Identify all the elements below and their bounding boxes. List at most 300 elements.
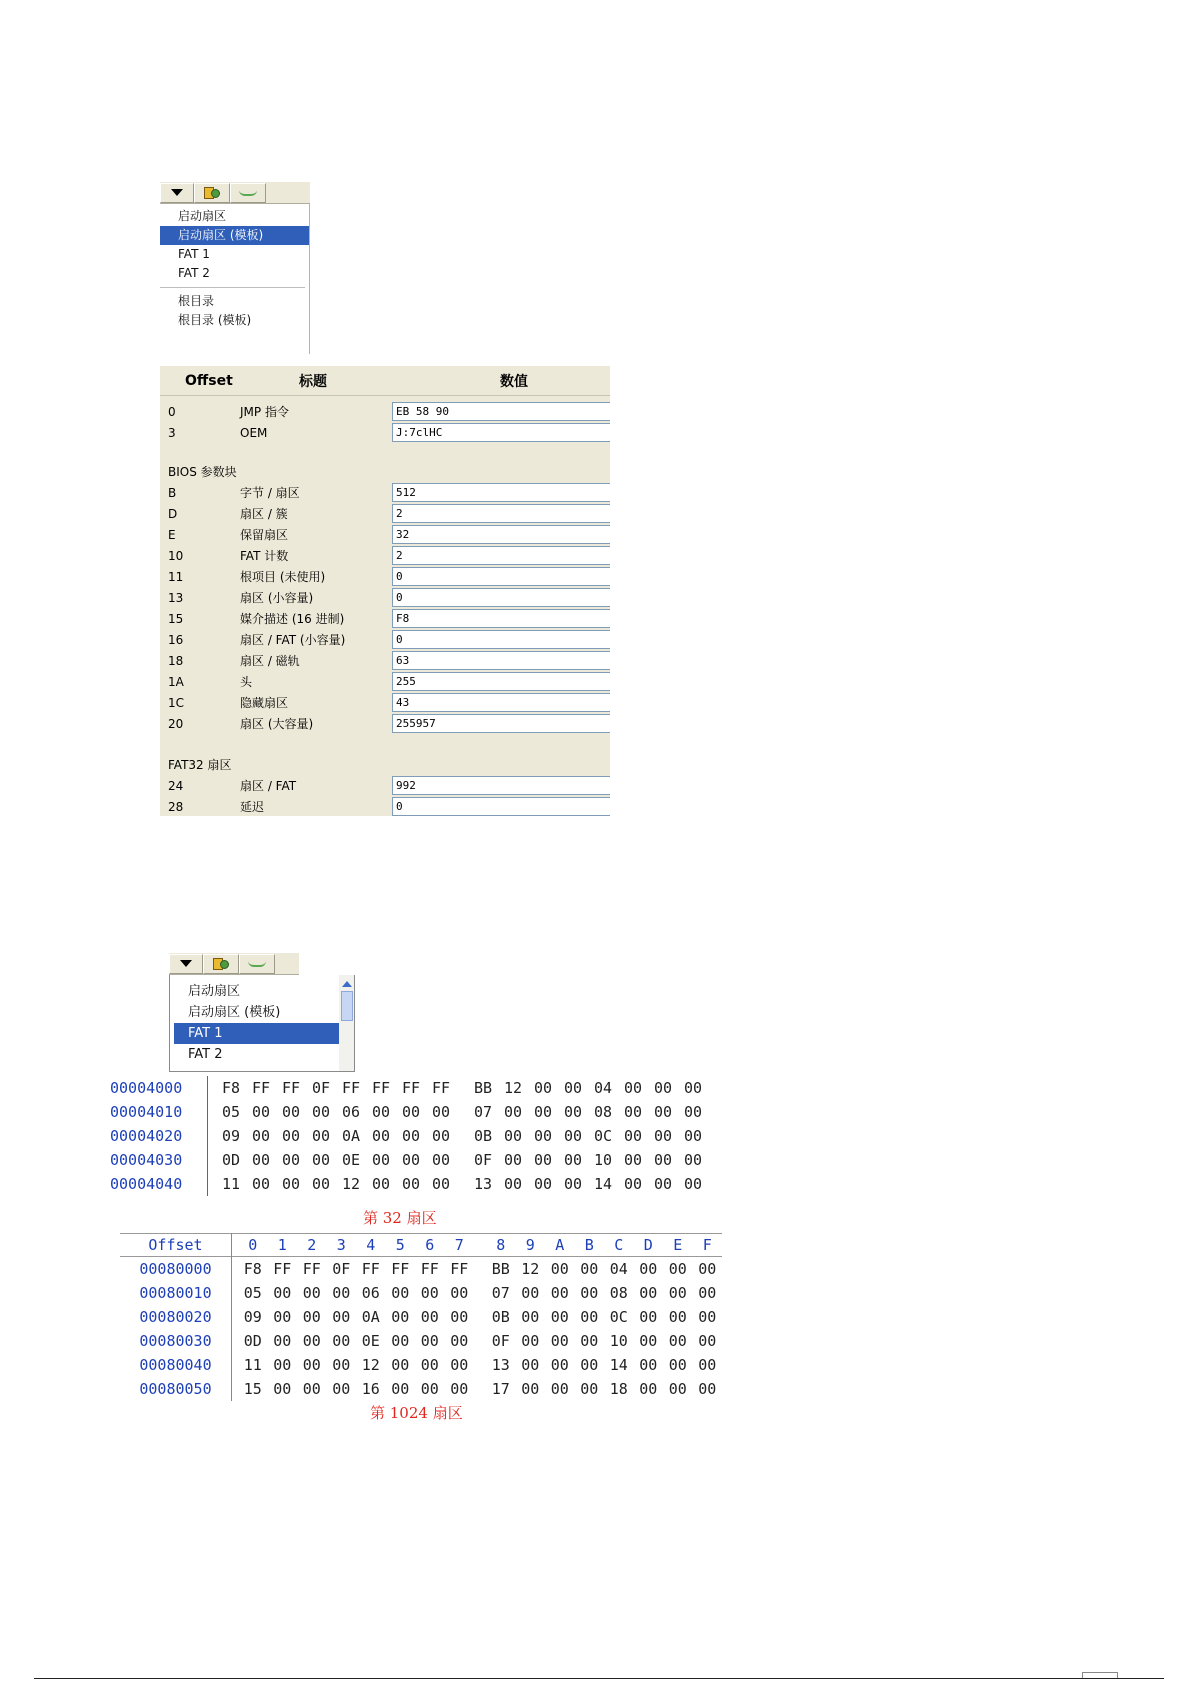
header-title: 标题 — [299, 373, 327, 390]
hex-byte[interactable]: 00 — [580, 1308, 599, 1326]
row-value-field[interactable]: 0 — [392, 567, 610, 586]
hex-byte[interactable]: 00 — [623, 1127, 643, 1145]
bookmark-button[interactable] — [194, 183, 230, 203]
row-title: 头 — [240, 675, 253, 689]
hex-byte[interactable]: 00 — [623, 1151, 643, 1169]
hex-byte[interactable]: 11 — [221, 1175, 241, 1193]
row-value-field[interactable]: 255 — [392, 672, 610, 691]
hex-byte[interactable]: FF — [251, 1079, 271, 1097]
hex-byte[interactable]: 00 — [639, 1356, 658, 1374]
go-icon — [239, 190, 257, 196]
hex-byte[interactable]: 00 — [450, 1332, 469, 1350]
hex-byte[interactable]: 00 — [420, 1308, 439, 1326]
hex-byte[interactable]: 00 — [503, 1127, 523, 1145]
hex-byte[interactable]: FF — [450, 1260, 469, 1278]
hex-byte[interactable]: 00 — [521, 1284, 540, 1302]
hex-byte[interactable]: 0E — [341, 1151, 361, 1169]
scroll-up-arrow-icon[interactable] — [342, 981, 352, 987]
hex-byte[interactable]: 00 — [431, 1175, 451, 1193]
hex-byte[interactable]: 18 — [609, 1380, 628, 1398]
rows-bios — [160, 482, 610, 734]
hex-byte[interactable]: 00 — [391, 1284, 410, 1302]
menu-item-fat2[interactable]: FAT 2 — [188, 1047, 223, 1062]
dropdown-arrow-icon — [171, 189, 183, 196]
hex-byte[interactable]: 14 — [609, 1356, 628, 1374]
hex-byte[interactable]: 00 — [533, 1127, 553, 1145]
template-row — [160, 503, 610, 524]
view-dropdown-menu-2 — [169, 953, 359, 1072]
hex-byte[interactable]: 00 — [563, 1127, 583, 1145]
caption-sector-32: 第 32 扇区 — [363, 1209, 437, 1227]
hex-byte[interactable]: FF — [281, 1079, 301, 1097]
hex-byte[interactable]: 00 — [281, 1175, 301, 1193]
template-row — [160, 401, 610, 422]
row-title: 扇区 (小容量) — [240, 591, 314, 605]
hex-byte[interactable]: 00 — [623, 1175, 643, 1193]
dropdown-arrow-button[interactable] — [169, 954, 203, 974]
hex-byte[interactable]: 00 — [668, 1284, 687, 1302]
hex-row — [110, 1172, 708, 1196]
hex-byte[interactable]: 00 — [251, 1103, 271, 1121]
row-offset: 18 — [168, 653, 184, 668]
row-value-field[interactable]: 0 — [392, 797, 610, 816]
hex-byte[interactable]: 00 — [533, 1175, 553, 1193]
row-value-field[interactable]: 43 — [392, 693, 610, 712]
template-row — [160, 775, 610, 796]
hex-byte[interactable]: 00 — [533, 1103, 553, 1121]
hex-byte[interactable]: 00 — [580, 1356, 599, 1374]
row-title: 字节 / 扇区 — [240, 486, 300, 500]
hex-byte[interactable]: 00 — [273, 1332, 292, 1350]
hex-byte[interactable]: 00 — [653, 1127, 673, 1145]
hex-byte[interactable]: 00 — [302, 1284, 321, 1302]
hex-column-header: A — [555, 1236, 565, 1254]
hex-byte[interactable]: 06 — [361, 1284, 380, 1302]
hex-address: 00004020 — [110, 1124, 208, 1148]
hex-byte[interactable]: 00 — [273, 1380, 292, 1398]
hex-byte[interactable]: 14 — [593, 1175, 613, 1193]
hex-byte[interactable]: 00 — [332, 1284, 351, 1302]
hex-row — [110, 1124, 708, 1148]
hex-byte[interactable]: 0F — [311, 1079, 331, 1097]
hex-byte[interactable]: 00 — [391, 1356, 410, 1374]
dropdown-toolbar — [169, 953, 299, 975]
hex-view-fat1 — [110, 1076, 708, 1196]
hex-byte[interactable]: 00 — [521, 1380, 540, 1398]
dropdown-scrollbar[interactable] — [339, 975, 355, 1072]
hex-byte[interactable]: 10 — [609, 1332, 628, 1350]
hex-address: 00080000 — [120, 1257, 232, 1281]
hex-byte[interactable]: 00 — [698, 1332, 717, 1350]
hex-byte[interactable]: 00 — [332, 1308, 351, 1326]
hex-byte[interactable]: 00 — [302, 1380, 321, 1398]
hex-byte[interactable]: 00 — [563, 1079, 583, 1097]
hex-byte[interactable]: 00 — [503, 1175, 523, 1193]
hex-byte[interactable]: BB — [473, 1079, 493, 1097]
hex-column-header: 8 — [496, 1236, 506, 1254]
hex-byte[interactable]: 00 — [311, 1175, 331, 1193]
row-value-field[interactable]: 63 — [392, 651, 610, 670]
hex-byte[interactable]: 00 — [668, 1260, 687, 1278]
hex-byte[interactable]: 00 — [653, 1079, 673, 1097]
menu-item-boot-sector[interactable]: 启动扇区 — [188, 984, 241, 999]
row-offset: 3 — [168, 425, 176, 440]
menu-item-boot-sector-template[interactable]: 启动扇区 (模板) — [160, 226, 309, 245]
hex-byte[interactable]: 00 — [273, 1308, 292, 1326]
hex-byte[interactable]: 00 — [332, 1380, 351, 1398]
hex-byte[interactable]: FF — [431, 1079, 451, 1097]
hex-byte[interactable]: 00 — [281, 1103, 301, 1121]
template-row — [160, 713, 610, 734]
template-row — [160, 422, 610, 443]
row-value-field[interactable]: 2 — [392, 546, 610, 565]
row-offset: 0 — [168, 404, 176, 419]
hex-address: 00080050 — [120, 1377, 232, 1401]
hex-byte[interactable]: 05 — [221, 1103, 241, 1121]
hex-byte[interactable]: 05 — [243, 1284, 262, 1302]
hex-byte[interactable]: 00 — [401, 1103, 421, 1121]
hex-byte[interactable]: 00 — [580, 1260, 599, 1278]
hex-byte[interactable]: 00 — [273, 1284, 292, 1302]
hex-address: 00004030 — [110, 1148, 208, 1172]
hex-byte[interactable]: BB — [491, 1260, 510, 1278]
hex-byte[interactable]: 00 — [431, 1151, 451, 1169]
hex-column-header: F — [702, 1236, 712, 1254]
hex-byte[interactable]: 0F — [332, 1260, 351, 1278]
row-title: 根项目 (未使用) — [240, 570, 326, 584]
hex-byte[interactable]: 00 — [431, 1103, 451, 1121]
menu-item-fat1[interactable]: FAT 1 — [174, 1023, 339, 1044]
hex-address: 00080020 — [120, 1305, 232, 1329]
bookmark-button[interactable] — [203, 954, 239, 974]
menu-item-boot-sector-template[interactable]: 启动扇区 (模板) — [188, 1005, 281, 1020]
scroll-thumb[interactable] — [341, 991, 353, 1021]
hex-byte[interactable]: 00 — [580, 1284, 599, 1302]
row-title: 扇区 / 磁轨 — [240, 654, 300, 668]
hex-byte[interactable]: 0E — [361, 1332, 380, 1350]
hex-byte[interactable]: F8 — [221, 1079, 241, 1097]
hex-byte[interactable]: FF — [341, 1079, 361, 1097]
hex-byte[interactable]: 0C — [593, 1127, 613, 1145]
row-value-field[interactable]: F8 — [392, 609, 610, 628]
menu-item-boot-sector[interactable]: 启动扇区 — [178, 209, 227, 223]
row-title: FAT 计数 — [240, 549, 289, 563]
row-value-field[interactable]: 32 — [392, 525, 610, 544]
row-offset: E — [168, 527, 176, 542]
hex-byte[interactable]: 00 — [371, 1127, 391, 1145]
hex-byte[interactable]: 00 — [401, 1175, 421, 1193]
hex-byte[interactable]: 09 — [221, 1127, 241, 1145]
hex-byte[interactable]: 00 — [332, 1356, 351, 1374]
hex-byte[interactable]: 00 — [639, 1260, 658, 1278]
row-title: 保留扇区 — [240, 528, 289, 542]
template-row — [160, 608, 610, 629]
hex-byte[interactable]: 00 — [668, 1332, 687, 1350]
hex-byte[interactable]: 00 — [401, 1127, 421, 1145]
template-row — [160, 587, 610, 608]
hex-byte[interactable]: FF — [302, 1260, 321, 1278]
hex-byte[interactable]: 12 — [521, 1260, 540, 1278]
hex-byte[interactable]: 00 — [281, 1127, 301, 1145]
hex-byte[interactable]: 00 — [281, 1151, 301, 1169]
row-offset: D — [168, 506, 178, 521]
rows-fat32 — [160, 775, 610, 817]
hex-byte[interactable]: 00 — [639, 1332, 658, 1350]
hex-byte[interactable]: 00 — [698, 1308, 717, 1326]
hex-byte[interactable]: 00 — [420, 1284, 439, 1302]
template-row — [160, 524, 610, 545]
hex-byte[interactable]: 00 — [251, 1127, 271, 1145]
hex-byte[interactable]: 00 — [550, 1356, 569, 1374]
hex-byte[interactable]: 00 — [653, 1103, 673, 1121]
hex-byte[interactable]: 12 — [503, 1079, 523, 1097]
hex-byte[interactable]: 0A — [361, 1308, 380, 1326]
hex-byte[interactable]: 00 — [431, 1127, 451, 1145]
hex-address: 00080010 — [120, 1281, 232, 1305]
hex-byte[interactable]: 00 — [420, 1332, 439, 1350]
hex-byte[interactable]: 00 — [302, 1332, 321, 1350]
dropdown-list-wrap — [169, 975, 359, 1072]
hex-row — [120, 1257, 722, 1281]
template-row — [160, 796, 610, 817]
hex-byte[interactable]: 00 — [668, 1380, 687, 1398]
hex-byte[interactable]: 12 — [341, 1175, 361, 1193]
hex-byte[interactable]: 00 — [653, 1151, 673, 1169]
menu-item-root-dir-template[interactable]: 根目录 (模板) — [178, 313, 252, 327]
hex-byte[interactable]: 16 — [361, 1380, 380, 1398]
hex-byte[interactable]: 00 — [521, 1332, 540, 1350]
row-title: OEM — [240, 425, 268, 440]
hex-byte[interactable]: 04 — [609, 1260, 628, 1278]
hex-byte[interactable]: 17 — [491, 1380, 510, 1398]
row-offset: 24 — [168, 778, 184, 793]
hex-byte[interactable]: 00 — [533, 1079, 553, 1097]
hex-byte[interactable]: 00 — [371, 1151, 391, 1169]
hex-byte[interactable]: 04 — [593, 1079, 613, 1097]
hex-byte[interactable]: 0D — [243, 1332, 262, 1350]
row-value-field[interactable]: 512 — [392, 483, 610, 502]
hex-byte[interactable]: 00 — [623, 1079, 643, 1097]
hex-byte[interactable]: 00 — [391, 1332, 410, 1350]
hex-column-header: E — [673, 1236, 683, 1254]
row-value-field[interactable]: 0 — [392, 630, 610, 649]
row-value-field[interactable]: 2 — [392, 504, 610, 523]
hex-byte[interactable]: 09 — [243, 1308, 262, 1326]
hex-byte[interactable]: FF — [391, 1260, 410, 1278]
hex-byte[interactable]: 00 — [311, 1127, 331, 1145]
hex-byte[interactable]: 08 — [593, 1103, 613, 1121]
hex-column-header: C — [614, 1236, 624, 1254]
hex-byte[interactable]: 00 — [623, 1103, 643, 1121]
hex-byte[interactable]: FF — [420, 1260, 439, 1278]
hex-byte[interactable]: 00 — [302, 1356, 321, 1374]
hex-byte[interactable]: 00 — [332, 1332, 351, 1350]
hex-byte[interactable]: 00 — [533, 1151, 553, 1169]
hex-byte[interactable]: 00 — [450, 1380, 469, 1398]
view-dropdown-menu — [160, 182, 310, 354]
dropdown-toolbar — [160, 182, 310, 204]
hex-byte[interactable]: 00 — [311, 1151, 331, 1169]
go-button[interactable] — [239, 954, 275, 974]
boot-sector-template-panel — [160, 366, 610, 816]
hex-byte[interactable]: 00 — [639, 1380, 658, 1398]
hex-byte[interactable]: 00 — [391, 1380, 410, 1398]
hex-byte[interactable]: 00 — [683, 1175, 703, 1193]
hex-byte[interactable]: 10 — [593, 1151, 613, 1169]
hex-byte[interactable]: 00 — [563, 1175, 583, 1193]
hex-byte[interactable]: 00 — [311, 1103, 331, 1121]
hex-byte[interactable]: 00 — [563, 1103, 583, 1121]
header-value: 数值 — [500, 373, 528, 390]
hex-byte[interactable]: 0A — [341, 1127, 361, 1145]
hex-byte[interactable]: FF — [273, 1260, 292, 1278]
hex-byte[interactable]: 00 — [639, 1308, 658, 1326]
hex-byte[interactable]: 08 — [609, 1284, 628, 1302]
hex-byte[interactable]: FF — [361, 1260, 380, 1278]
hex-byte[interactable]: 00 — [391, 1308, 410, 1326]
go-button[interactable] — [230, 183, 266, 203]
hex-byte[interactable]: 00 — [550, 1308, 569, 1326]
row-value-field[interactable]: 992 — [392, 776, 610, 795]
hex-byte[interactable]: 00 — [653, 1175, 673, 1193]
section-bios: BIOS 参数块 — [168, 465, 237, 479]
hex-byte[interactable]: 00 — [639, 1284, 658, 1302]
hex-byte[interactable]: 00 — [683, 1079, 703, 1097]
row-offset: 28 — [168, 799, 184, 814]
hex-byte[interactable]: 00 — [273, 1356, 292, 1374]
hex-byte[interactable]: 00 — [503, 1151, 523, 1169]
hex-byte[interactable]: FF — [401, 1079, 421, 1097]
hex-byte[interactable]: 0B — [473, 1127, 493, 1145]
hex-byte[interactable]: 00 — [550, 1332, 569, 1350]
row-value-field[interactable]: 0 — [392, 588, 610, 607]
hex-byte[interactable]: 00 — [550, 1260, 569, 1278]
hex-row — [120, 1353, 722, 1377]
hex-header-row — [120, 1233, 722, 1257]
hex-byte[interactable]: 00 — [683, 1103, 703, 1121]
row-offset: 10 — [168, 548, 184, 563]
hex-byte[interactable]: 0F — [491, 1332, 510, 1350]
hex-column-header: 9 — [525, 1236, 535, 1254]
hex-byte[interactable]: 00 — [580, 1380, 599, 1398]
hex-column-header: 6 — [425, 1236, 435, 1254]
hex-byte[interactable]: 15 — [243, 1380, 262, 1398]
hex-column-header: D — [643, 1236, 653, 1254]
hex-byte[interactable]: 00 — [420, 1356, 439, 1374]
hex-byte[interactable]: 06 — [341, 1103, 361, 1121]
hex-column-header: B — [584, 1236, 594, 1254]
dropdown-list — [169, 975, 339, 1072]
menu-item-fat1[interactable]: FAT 1 — [178, 247, 210, 261]
hex-byte[interactable]: 00 — [401, 1151, 421, 1169]
hex-byte[interactable]: 00 — [550, 1284, 569, 1302]
hex-byte[interactable]: 00 — [580, 1332, 599, 1350]
hex-byte[interactable]: 00 — [450, 1284, 469, 1302]
hex-byte[interactable]: 07 — [491, 1284, 510, 1302]
hex-byte[interactable]: 00 — [521, 1308, 540, 1326]
row-title: JMP 指令 — [240, 405, 289, 419]
hex-column-header: 0 — [248, 1236, 258, 1254]
hex-byte[interactable]: 00 — [420, 1380, 439, 1398]
dropdown-arrow-button[interactable] — [160, 183, 194, 203]
template-row — [160, 566, 610, 587]
row-offset: 15 — [168, 611, 184, 626]
row-title: 扇区 / FAT — [240, 779, 297, 793]
header-offset: Offset — [185, 372, 233, 389]
hex-address: 00004000 — [110, 1076, 208, 1100]
hex-address: 00004010 — [110, 1100, 208, 1124]
hex-byte[interactable]: 12 — [361, 1356, 380, 1374]
hex-byte[interactable]: FF — [371, 1079, 391, 1097]
row-offset: B — [168, 485, 177, 500]
hex-byte[interactable]: 00 — [371, 1103, 391, 1121]
row-title: 扇区 / 簇 — [240, 507, 288, 521]
hex-column-header: 5 — [395, 1236, 405, 1254]
bookmark-icon — [211, 957, 231, 971]
hex-byte[interactable]: 0F — [473, 1151, 493, 1169]
hex-address: 00080030 — [120, 1329, 232, 1353]
hex-byte[interactable]: 07 — [473, 1103, 493, 1121]
hex-byte[interactable]: 00 — [450, 1308, 469, 1326]
hex-byte[interactable]: 00 — [668, 1308, 687, 1326]
hex-byte[interactable]: 00 — [668, 1356, 687, 1374]
hex-byte[interactable]: F8 — [243, 1260, 262, 1278]
hex-byte[interactable]: 0C — [609, 1308, 628, 1326]
hex-byte[interactable]: 00 — [550, 1380, 569, 1398]
dropdown-arrow-icon — [180, 960, 192, 967]
hex-row — [120, 1281, 722, 1305]
row-value-field[interactable]: EB 58 90 — [392, 402, 610, 421]
page-number-mark — [1082, 1672, 1118, 1678]
hex-byte[interactable]: 00 — [563, 1151, 583, 1169]
hex-byte[interactable]: 00 — [683, 1151, 703, 1169]
menu-item-fat2[interactable]: FAT 2 — [178, 266, 210, 280]
hex-byte[interactable]: 13 — [473, 1175, 493, 1193]
row-value-field[interactable]: 255957 — [392, 714, 610, 733]
hex-column-header: 4 — [366, 1236, 376, 1254]
row-offset: 1A — [168, 674, 184, 689]
hex-byte[interactable]: 00 — [698, 1380, 717, 1398]
section-fat32: FAT32 扇区 — [168, 758, 232, 772]
hex-byte[interactable]: 0B — [491, 1308, 510, 1326]
hex-byte[interactable]: 00 — [503, 1103, 523, 1121]
row-offset: 11 — [168, 569, 184, 584]
row-title: 延迟 — [240, 800, 265, 814]
hex-byte[interactable]: 00 — [302, 1308, 321, 1326]
template-row — [160, 692, 610, 713]
hex-byte[interactable]: 11 — [243, 1356, 262, 1374]
hex-byte[interactable]: 00 — [450, 1356, 469, 1374]
menu-item-root-dir[interactable]: 根目录 — [178, 294, 215, 308]
row-offset: 20 — [168, 716, 184, 731]
row-value-field[interactable]: J:7clHC — [392, 423, 610, 442]
hex-byte[interactable]: 00 — [371, 1175, 391, 1193]
hex-byte[interactable]: 00 — [698, 1284, 717, 1302]
hex-byte[interactable]: 00 — [698, 1260, 717, 1278]
hex-byte[interactable]: 00 — [251, 1151, 271, 1169]
hex-byte[interactable]: 00 — [251, 1175, 271, 1193]
menu-separator — [160, 287, 305, 288]
rows-top — [160, 401, 610, 443]
row-title: 扇区 (大容量) — [240, 717, 314, 731]
hex-byte[interactable]: 00 — [521, 1356, 540, 1374]
hex-byte[interactable]: 00 — [683, 1127, 703, 1145]
hex-byte[interactable]: 0D — [221, 1151, 241, 1169]
hex-column-header: 1 — [277, 1236, 287, 1254]
hex-byte[interactable]: 13 — [491, 1356, 510, 1374]
row-title: 媒介描述 (16 进制) — [240, 612, 345, 626]
hex-byte[interactable]: 00 — [698, 1356, 717, 1374]
